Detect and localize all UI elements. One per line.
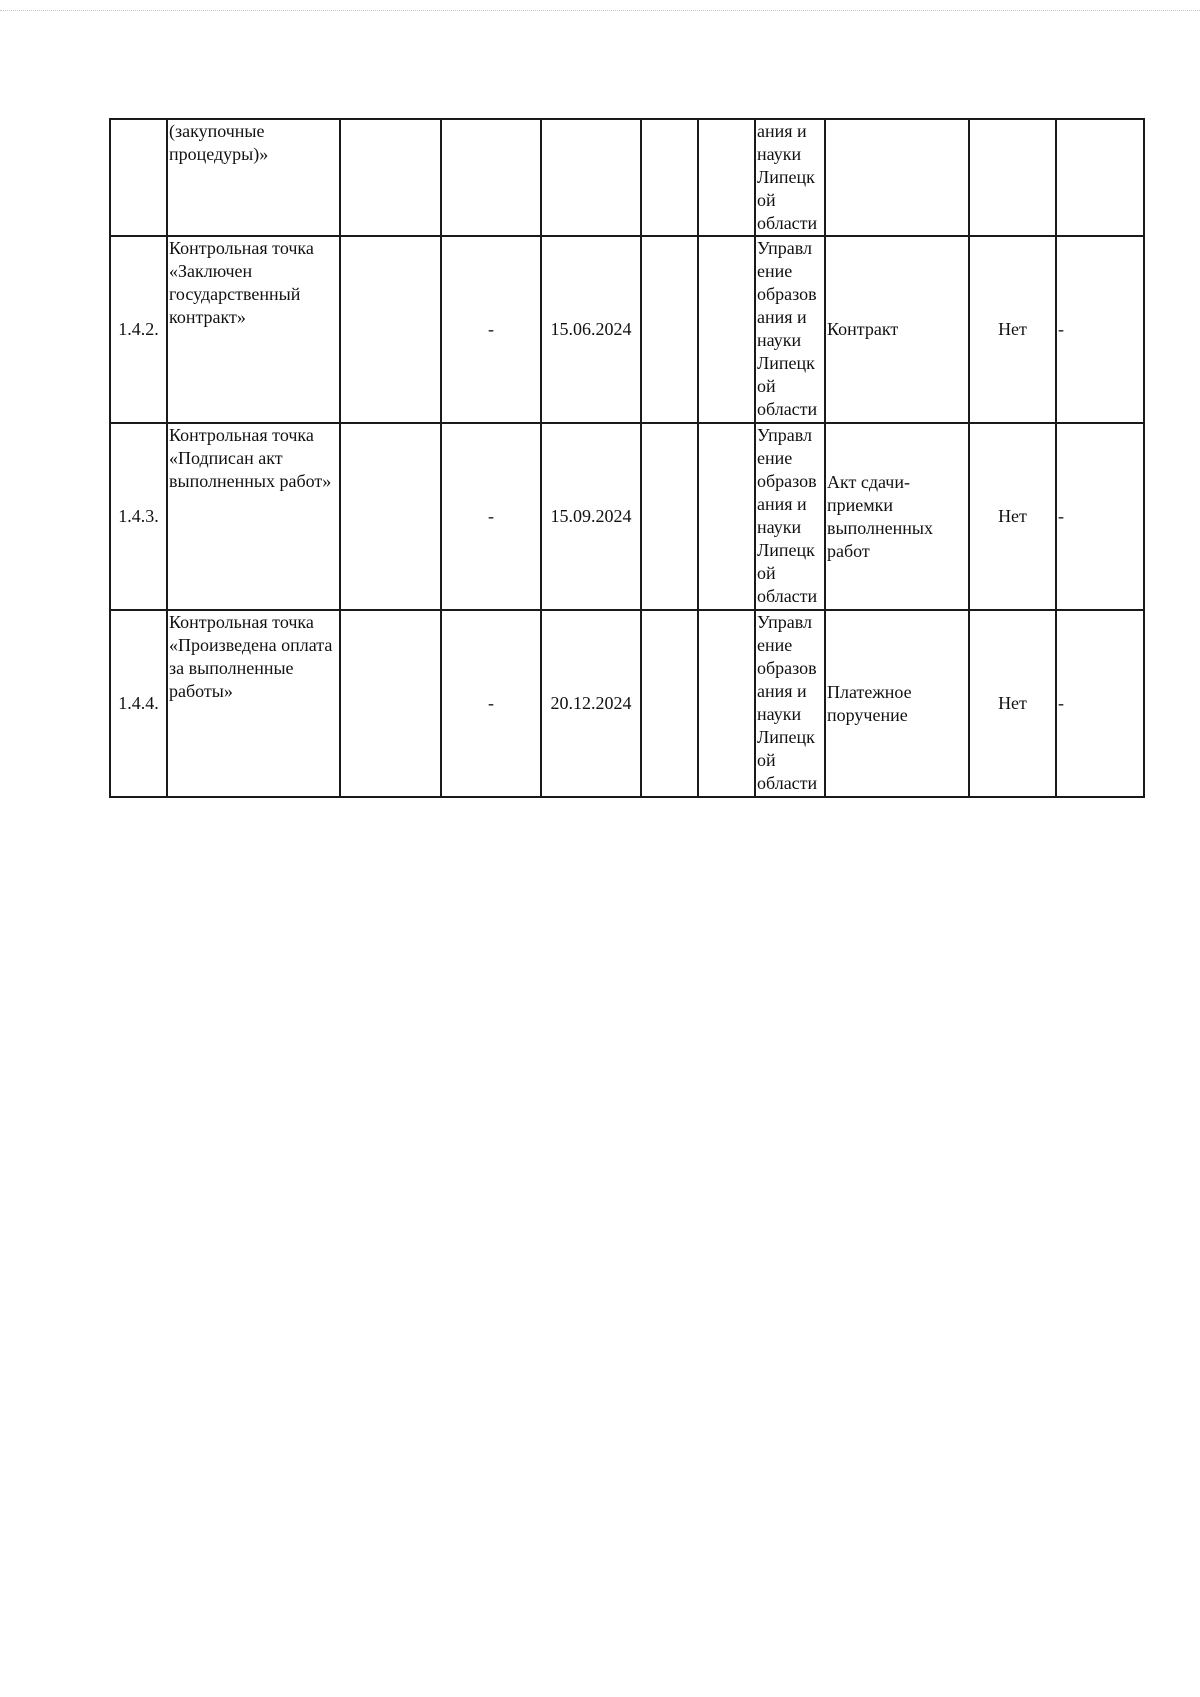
last-cell: - bbox=[1056, 610, 1144, 797]
event-name: Контрольная точка «Произведена оплата за выполненные работы» bbox=[167, 610, 340, 797]
result-document: Контракт bbox=[825, 236, 969, 423]
end-date: 15.06.2024 bbox=[541, 236, 641, 423]
row-number: 1.4.2. bbox=[110, 236, 167, 423]
empty-cell bbox=[641, 423, 698, 610]
table-row bbox=[110, 610, 1144, 797]
empty-cell bbox=[698, 610, 755, 797]
empty-cell bbox=[698, 119, 755, 236]
empty-cell bbox=[698, 236, 755, 423]
result-document: Платежное поручение bbox=[825, 610, 969, 797]
executor-text: Управл ение образов ания и науки Липецк ой области bbox=[757, 238, 818, 419]
empty-cell bbox=[340, 119, 441, 236]
empty-cell bbox=[340, 423, 441, 610]
event-name: Контрольная точка «Заключен государственный контракт» bbox=[167, 236, 340, 423]
start-date bbox=[441, 119, 541, 236]
empty-cell bbox=[641, 236, 698, 423]
result-document: Акт сдачи-приемки выполненных работ bbox=[825, 423, 969, 610]
responsible-executor bbox=[755, 236, 825, 423]
flag-cell: Нет bbox=[969, 236, 1056, 423]
start-date: - bbox=[441, 423, 541, 610]
result-document bbox=[825, 119, 969, 236]
last-cell: - bbox=[1056, 423, 1144, 610]
end-date: 15.09.2024 bbox=[541, 423, 641, 610]
end-date: 20.12.2024 bbox=[541, 610, 641, 797]
flag-cell: Нет bbox=[969, 610, 1056, 797]
row-number: 1.4.3. bbox=[110, 423, 167, 610]
table-row bbox=[110, 236, 1144, 423]
responsible-executor bbox=[755, 119, 825, 236]
row-number: 1.4.4. bbox=[110, 610, 167, 797]
empty-cell bbox=[340, 610, 441, 797]
flag-cell bbox=[969, 119, 1056, 236]
end-date bbox=[541, 119, 641, 236]
table-row bbox=[110, 119, 1144, 236]
start-date: - bbox=[441, 236, 541, 423]
row-number bbox=[110, 119, 167, 236]
empty-cell bbox=[641, 119, 698, 236]
last-cell: - bbox=[1056, 236, 1144, 423]
event-name: Контрольная точка «Подписан акт выполненных работ» bbox=[167, 423, 340, 610]
event-name: (закупочные процедуры)» bbox=[167, 119, 340, 236]
responsible-executor bbox=[755, 423, 825, 610]
executor-text: Управл ение образов ания и науки Липецк ой области bbox=[757, 612, 818, 793]
flag-cell: Нет bbox=[969, 423, 1056, 610]
executor-text: ания и науки Липецк ой области bbox=[757, 121, 818, 233]
start-date: - bbox=[441, 610, 541, 797]
empty-cell bbox=[641, 610, 698, 797]
executor-text: Управл ение образов ания и науки Липецк ой области bbox=[757, 425, 818, 606]
empty-cell bbox=[340, 236, 441, 423]
empty-cell bbox=[698, 423, 755, 610]
scan-edge-line bbox=[0, 10, 1200, 11]
control-points-table bbox=[109, 118, 1145, 798]
responsible-executor bbox=[755, 610, 825, 797]
last-cell bbox=[1056, 119, 1144, 236]
table-row bbox=[110, 423, 1144, 610]
